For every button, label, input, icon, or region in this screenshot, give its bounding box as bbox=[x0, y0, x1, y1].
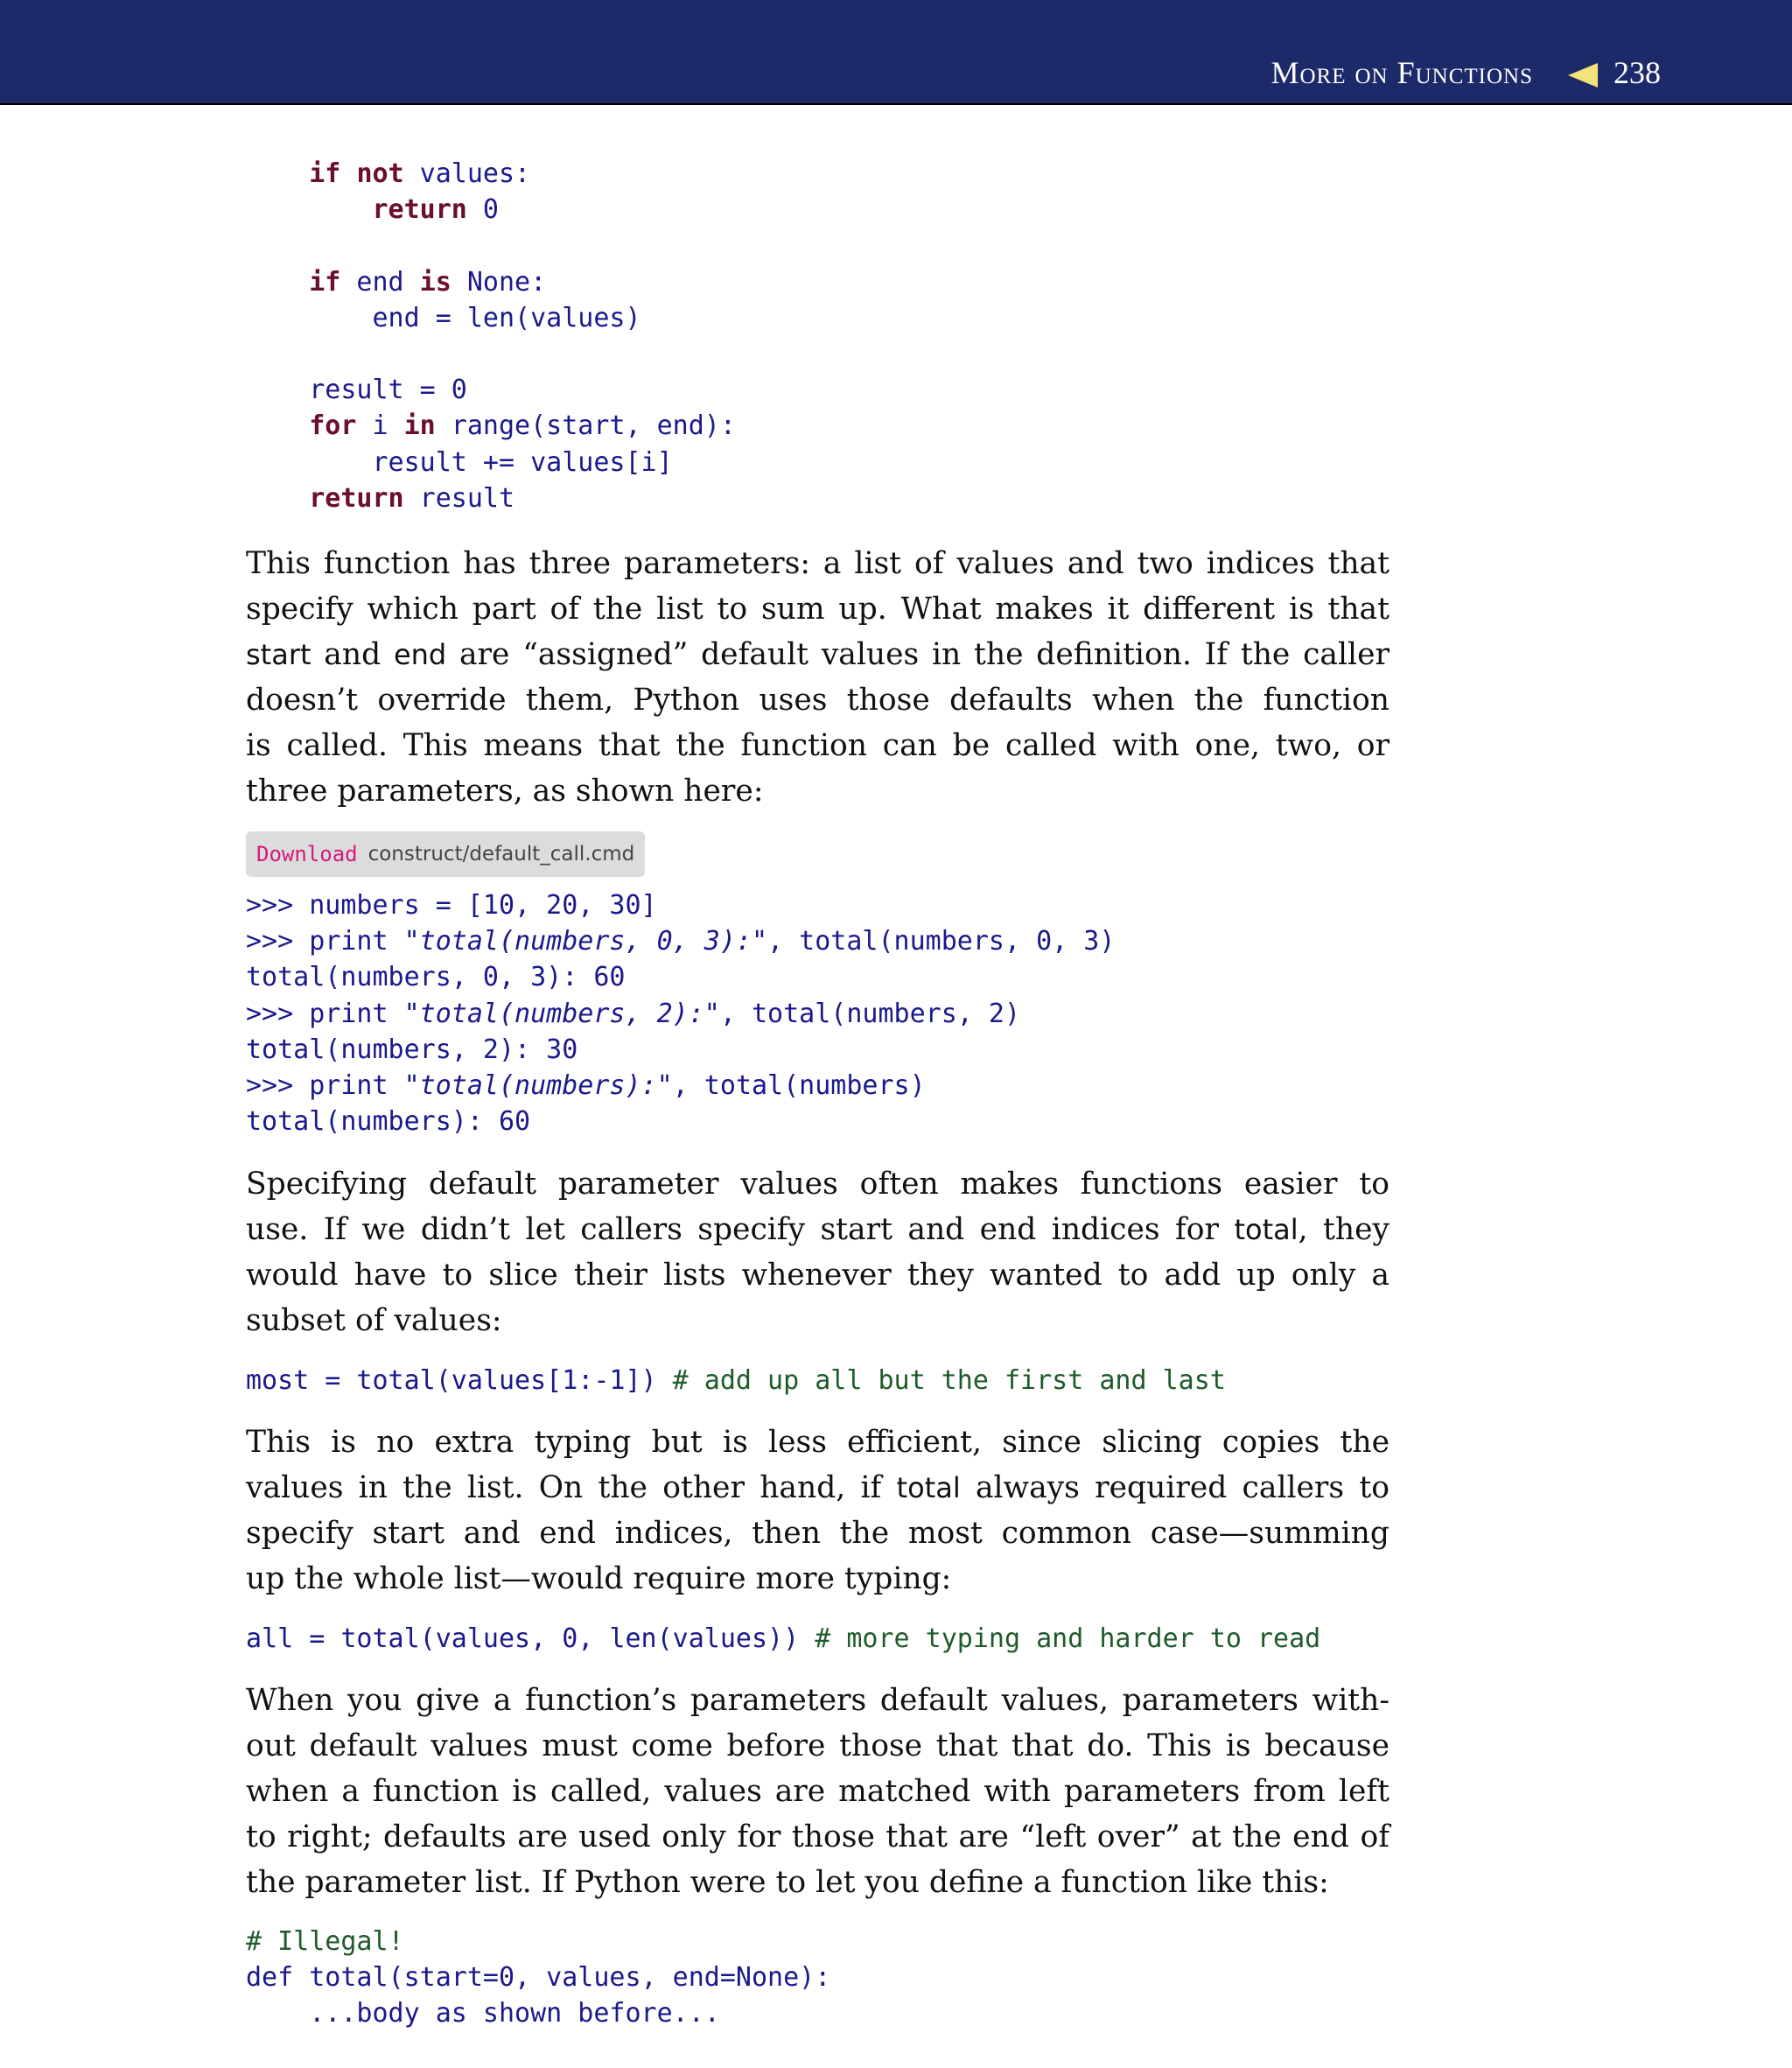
running-title: More on Functions bbox=[1270, 55, 1533, 90]
paragraph-slicing-efficiency bbox=[246, 1420, 1390, 1602]
text-line: values in the list. On the other hand, if total always required callers to bbox=[246, 1470, 1390, 1505]
text-line: use. If we didn’t let callers specify start and end indices for total, they bbox=[246, 1212, 1390, 1247]
previous-page-arrow-icon[interactable] bbox=[1568, 63, 1598, 88]
text-line: specify start and end indices, then the most common case—summing bbox=[246, 1516, 1390, 1551]
text-line: when a function is called, values are matched with parameters from left bbox=[246, 1774, 1390, 1809]
text-line: doesn’t override them, Python uses those defaults when the function bbox=[246, 683, 1390, 718]
text-line: to right; defaults are used only for those that are “left over” at the end of bbox=[246, 1819, 1390, 1854]
code-block-illegal-definition: # Illegal! def total(start=0, values, end=None): ...body as shown before... bbox=[246, 1926, 831, 2029]
code-line-slice-example: most = total(values[1:-1]) # add up all but the first and last bbox=[246, 1365, 1226, 1396]
download-path: construct/default_call.cmd bbox=[368, 843, 635, 866]
text-line: When you give a function’s parameters default values, parameters with- bbox=[246, 1683, 1390, 1718]
text-line: This is no extra typing but is less efficient, since slicing copies the bbox=[246, 1425, 1390, 1460]
download-label: Download bbox=[256, 842, 358, 866]
code-block-default-call: >>> numbers = [10, 20, 30] >>> print "total(numbers, 0, 3):", total(numbers, 0, 3) total(numbers, 0, 3): 60 >>> print "total(numbers, 2):", total(numbers, 2) total(numbers, 2): 30 >>> print "total(numbers):", total(numbers) total(numbers): 60 bbox=[246, 890, 1116, 1138]
text-line: start and end are “assigned” default values in the definition. If the caller bbox=[246, 637, 1390, 672]
code-line-full-call-example: all = total(values, 0, len(values)) # more typing and harder to read bbox=[246, 1623, 1321, 1654]
text-line: Specifying default parameter values often makes functions easier to bbox=[246, 1167, 1390, 1202]
text-line: out default values must come before those that that do. This is because bbox=[246, 1728, 1390, 1763]
text-line: would have to slice their lists whenever they wanted to add up only a bbox=[246, 1258, 1390, 1293]
page-number: 238 bbox=[1614, 55, 1661, 90]
text-line: is called. This means that the function can be called with one, two, or bbox=[246, 728, 1390, 763]
text-line: up the whole list—would require more typing: bbox=[246, 1561, 952, 1596]
paragraph-parameter-order bbox=[246, 1678, 1390, 1905]
page-header bbox=[0, 0, 1792, 105]
text-line: This function has three parameters: a list of values and two indices that bbox=[246, 546, 1390, 581]
download-link[interactable] bbox=[246, 831, 645, 877]
text-line: subset of values: bbox=[246, 1303, 502, 1338]
paragraph-function-parameters bbox=[246, 541, 1390, 814]
paragraph-default-values-easier bbox=[246, 1161, 1390, 1343]
code-block-total-body: if not values: return 0 if end is None: end = len(values) result = 0 for i in range(start, end): result += values[i] return result bbox=[246, 158, 736, 514]
text-line: three parameters, as shown here: bbox=[246, 774, 764, 809]
text-line: specify which part of the list to sum up. What makes it different is that bbox=[246, 592, 1390, 627]
text-line: the parameter list. If Python were to let you define a function like this: bbox=[246, 1865, 1329, 1900]
